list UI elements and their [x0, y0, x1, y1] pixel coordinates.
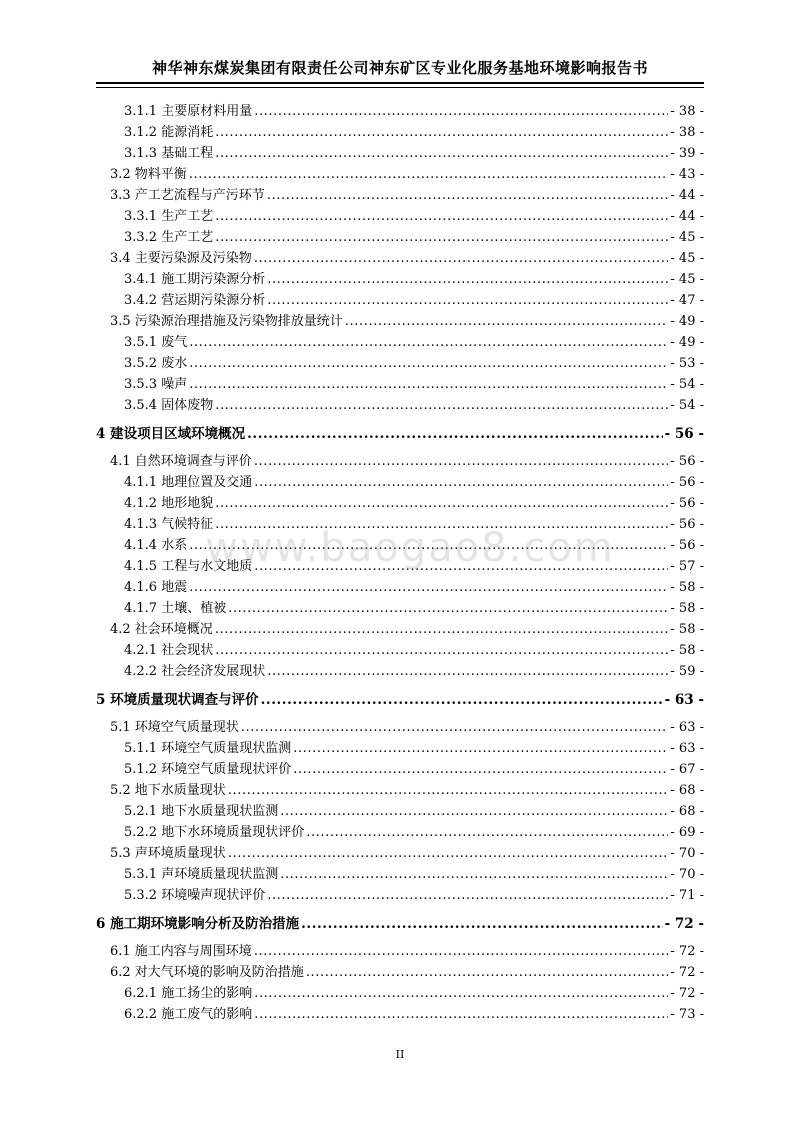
toc-entry[interactable] [96, 915, 704, 933]
toc-entry-page: - 56 - [670, 517, 704, 532]
toc-entry-page: - 69 - [670, 825, 704, 840]
toc-entry-page: - 72 - [670, 986, 704, 1001]
toc-entry-page: - 67 - [670, 762, 704, 777]
toc-entry-title: 6.2.1 施工扬尘的影响 [124, 986, 253, 1001]
toc-entry-title: 4.1.5 工程与水文地质 [124, 559, 253, 574]
toc-entry[interactable] [124, 229, 704, 247]
toc-leader-dots [215, 397, 668, 415]
header-thin-rule [96, 87, 704, 88]
toc-entry[interactable] [124, 579, 704, 597]
toc-entry-title: 5.1.2 环境空气质量现状评价 [124, 762, 292, 777]
toc-entry-page: - 57 - [670, 559, 704, 574]
toc-entry[interactable] [124, 663, 704, 681]
toc-entry-title: 3.4.2 营运期污染源分析 [124, 293, 266, 308]
toc-leader-dots [215, 621, 669, 639]
toc-entry[interactable] [110, 964, 704, 982]
toc-entry-page: - 68 - [670, 804, 704, 819]
toc-entry[interactable] [110, 845, 704, 863]
toc-entry[interactable] [124, 208, 704, 226]
toc-leader-dots [215, 124, 668, 142]
toc-entry-page: - 72 - [664, 916, 704, 932]
toc-entry-page: - 38 - [670, 125, 704, 140]
toc-entry-title: 4.1.6 地震 [124, 580, 188, 595]
toc-entry[interactable] [124, 985, 704, 1003]
toc-entry-page: - 72 - [670, 944, 704, 959]
toc-entry-page: - 58 - [670, 643, 704, 658]
toc-entry-page: - 73 - [670, 1007, 704, 1022]
toc-entry-title: 3.1.3 基础工程 [124, 146, 214, 161]
toc-entry-title: 4.1.7 土壤、植被 [124, 601, 227, 616]
toc-leader-dots [306, 964, 669, 982]
toc-entry[interactable] [124, 334, 704, 352]
toc-leader-dots [254, 474, 668, 492]
toc-leader-dots [267, 887, 668, 905]
toc-entry-title: 4.1.2 地形地貌 [124, 496, 214, 511]
toc-entry[interactable] [124, 474, 704, 492]
toc-entry-title: 3.4 主要污染源及污染物 [110, 251, 252, 266]
toc-entry-title: 4.1.3 气候特征 [124, 517, 214, 532]
toc-entry-page: - 63 - [670, 741, 704, 756]
toc-leader-dots [215, 229, 668, 247]
toc-entry-title: 6.2.2 施工废气的影响 [124, 1007, 253, 1022]
document-header-title: 神华神东煤炭集团有限责任公司神东矿区专业化服务基地环境影响报告书 [151, 59, 648, 77]
toc-entry[interactable] [124, 537, 704, 555]
toc-entry-page: - 56 - [670, 475, 704, 490]
toc-entry-page: - 44 - [670, 188, 704, 203]
toc-entry[interactable] [124, 397, 704, 415]
toc-entry-page: - 56 - [664, 426, 704, 442]
watermark: www.baogao8.com [205, 525, 615, 571]
toc-entry-page: - 45 - [670, 272, 704, 287]
toc-entry-page: - 49 - [670, 314, 704, 329]
toc-leader-dots [345, 313, 669, 331]
toc-entry[interactable] [124, 271, 704, 289]
toc-entry-title: 3.3.1 生产工艺 [124, 209, 214, 224]
toc-leader-dots [215, 495, 668, 513]
toc-entry-page: - 49 - [670, 335, 704, 350]
toc-entry-page: - 72 - [670, 965, 704, 980]
toc-entry-title: 5.2.1 地下水质量现状监测 [124, 804, 279, 819]
toc-entry[interactable] [124, 824, 704, 842]
toc-entry[interactable] [124, 803, 704, 821]
toc-entry-title: 4.1.4 水系 [124, 538, 188, 553]
toc-entry-title: 5 环境质量现状调查与评价 [96, 692, 259, 708]
toc-entry-page: - 39 - [670, 146, 704, 161]
toc-entry-title: 3.5.3 噪声 [124, 377, 188, 392]
toc-leader-dots [189, 376, 668, 394]
toc-entry-title: 5.1.1 环境空气质量现状监测 [124, 741, 292, 756]
toc-entry-page: - 47 - [670, 293, 704, 308]
toc-entry[interactable] [110, 250, 704, 268]
toc-entry-title: 3.5.4 固体废物 [124, 398, 214, 413]
toc-entry[interactable] [124, 558, 704, 576]
toc-entry-page: - 53 - [670, 356, 704, 371]
toc-entry[interactable] [124, 355, 704, 373]
toc-entry-title: 5.2 地下水质量现状 [110, 783, 226, 798]
toc-entry-title: 4.2.1 社会现状 [124, 643, 214, 658]
toc-leader-dots [189, 537, 668, 555]
toc-leader-dots [267, 663, 668, 681]
header-thick-rule [96, 82, 704, 84]
toc-leader-dots [254, 985, 668, 1003]
toc-entry-title: 3.4.1 施工期污染源分析 [124, 272, 266, 287]
toc-entry-page: - 56 - [670, 538, 704, 553]
toc-entry[interactable] [110, 621, 704, 639]
toc-entry[interactable] [110, 782, 704, 800]
toc-entry-page: - 58 - [670, 622, 704, 637]
toc-entry[interactable] [124, 887, 704, 905]
toc-entry[interactable] [96, 691, 704, 709]
toc-entry[interactable] [124, 866, 704, 884]
toc-leader-dots [189, 355, 668, 373]
toc-entry[interactable] [110, 943, 704, 961]
toc-entry[interactable] [124, 600, 704, 618]
toc-entry-title: 5.3.1 声环境质量现状监测 [124, 867, 279, 882]
toc-leader-dots [261, 691, 663, 709]
toc-entry-page: - 58 - [670, 601, 704, 616]
toc-leader-dots [293, 761, 668, 779]
toc-entry-title: 3.5 污染源治理措施及污染物排放量统计 [110, 314, 343, 329]
toc-entry-page: - 38 - [670, 104, 704, 119]
toc-entry-page: - 71 - [670, 888, 704, 903]
toc-leader-dots [247, 425, 663, 443]
toc-entry-title: 3.3 产工艺流程与产污环节 [110, 188, 265, 203]
toc-leader-dots [267, 187, 669, 205]
toc-entry-title: 3.5.2 废水 [124, 356, 188, 371]
toc-entry-title: 3.2 物料平衡 [110, 167, 187, 182]
toc-entry[interactable] [124, 376, 704, 394]
toc-leader-dots [254, 250, 669, 268]
toc-entry[interactable] [110, 719, 704, 737]
toc-entry-title: 4.1.1 地理位置及交通 [124, 475, 253, 490]
toc-entry-page: - 68 - [670, 783, 704, 798]
toc-leader-dots [228, 782, 669, 800]
page-number: II [395, 1048, 405, 1061]
toc-entry[interactable] [124, 145, 704, 163]
toc-entry[interactable] [110, 166, 704, 184]
toc-entry-title: 3.5.1 废气 [124, 335, 188, 350]
toc-entry-title: 5.2.2 地下水环境质量现状评价 [124, 825, 305, 840]
toc-entry[interactable] [124, 516, 704, 534]
toc-leader-dots [228, 600, 668, 618]
toc-leader-dots [215, 208, 668, 226]
toc-entry[interactable] [124, 740, 704, 758]
toc-entry-page: - 63 - [670, 720, 704, 735]
toc-entry[interactable] [110, 453, 704, 471]
toc-entry[interactable] [110, 313, 704, 331]
toc-entry-page: - 70 - [670, 867, 704, 882]
toc-leader-dots [189, 166, 669, 184]
toc-leader-dots [189, 579, 668, 597]
toc-entry[interactable] [110, 187, 704, 205]
toc-leader-dots [280, 866, 668, 884]
toc-entry-title: 3.1.1 主要原材料用量 [124, 104, 253, 119]
toc-entry-page: - 56 - [670, 496, 704, 511]
toc-leader-dots [254, 1006, 668, 1024]
toc-entry[interactable] [124, 642, 704, 660]
toc-leader-dots [293, 740, 668, 758]
toc-leader-dots [228, 845, 669, 863]
toc-entry[interactable] [124, 124, 704, 142]
toc-entry-page: - 63 - [664, 692, 704, 708]
toc-entry-page: - 43 - [670, 167, 704, 182]
toc-entry[interactable] [124, 1006, 704, 1024]
toc-entry-page: - 58 - [670, 580, 704, 595]
toc-entry-page: - 59 - [670, 664, 704, 679]
toc-entry[interactable] [124, 103, 704, 121]
toc-entry-page: - 56 - [670, 454, 704, 469]
toc-entry-title: 4.1 自然环境调查与评价 [110, 454, 252, 469]
toc-entry-title: 4.2.2 社会经济发展现状 [124, 664, 266, 679]
toc-entry-page: - 70 - [670, 846, 704, 861]
toc-leader-dots [215, 642, 668, 660]
toc-leader-dots [254, 103, 668, 121]
toc-entry-title: 3.3.2 生产工艺 [124, 230, 214, 245]
toc-leader-dots [241, 719, 669, 737]
toc-entry-page: - 45 - [670, 251, 704, 266]
toc-leader-dots [267, 271, 668, 289]
toc-entry-page: - 45 - [670, 230, 704, 245]
toc-entry[interactable] [96, 425, 704, 443]
toc-entry-page: - 54 - [670, 398, 704, 413]
toc-leader-dots [254, 943, 669, 961]
toc-leader-dots [189, 334, 668, 352]
toc-leader-dots [215, 145, 668, 163]
toc-leader-dots [215, 516, 668, 534]
toc-leader-dots [254, 453, 669, 471]
toc-entry-title: 5.1 环境空气质量现状 [110, 720, 239, 735]
toc-leader-dots [301, 915, 663, 933]
toc-entry-title: 4.2 社会环境概况 [110, 622, 213, 637]
toc-entry-title: 5.3.2 环境噪声现状评价 [124, 888, 266, 903]
toc-leader-dots [280, 803, 668, 821]
toc-entry[interactable] [124, 761, 704, 779]
toc-leader-dots [267, 292, 668, 310]
toc-entry-title: 6.2 对大气环境的影响及防治措施 [110, 965, 304, 980]
toc-leader-dots [306, 824, 668, 842]
toc-entry-title: 3.1.2 能源消耗 [124, 125, 214, 140]
toc-entry-title: 6.1 施工内容与周围环境 [110, 944, 252, 959]
toc-entry[interactable] [124, 495, 704, 513]
toc-entry-title: 6 施工期环境影响分析及防治措施 [96, 916, 300, 932]
toc-entry[interactable] [124, 292, 704, 310]
toc-entry-page: - 54 - [670, 377, 704, 392]
toc-leader-dots [254, 558, 668, 576]
toc-entry-title: 4 建设项目区域环境概况 [96, 426, 246, 442]
toc-entry-title: 5.3 声环境质量现状 [110, 846, 226, 861]
toc-entry-page: - 44 - [670, 209, 704, 224]
